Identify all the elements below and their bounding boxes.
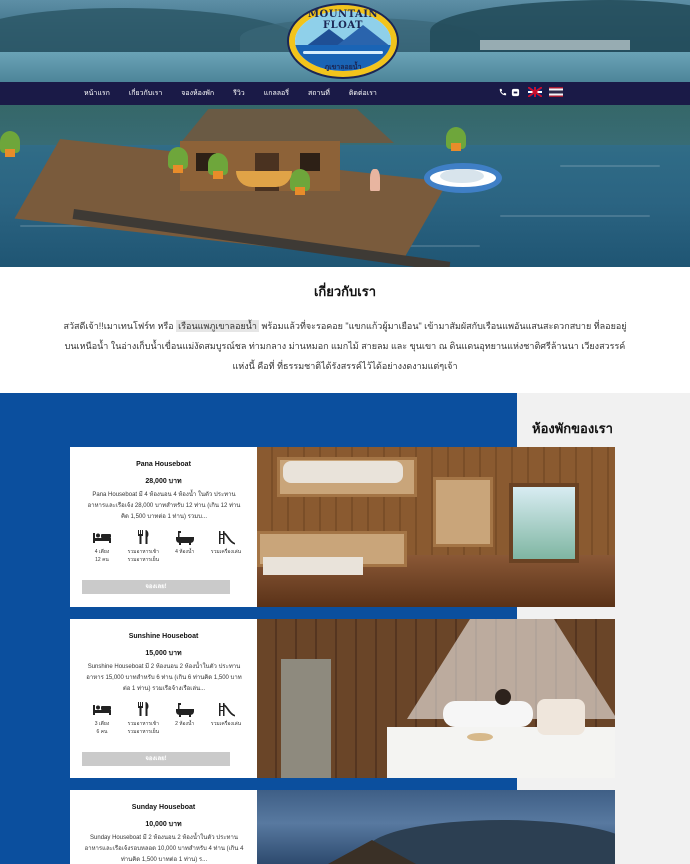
book-now-button[interactable]: จองเลย! xyxy=(82,752,230,766)
amenity-label: 12 คน xyxy=(95,557,109,563)
nav-links xyxy=(84,82,396,105)
utensils-icon xyxy=(133,529,153,545)
nav-link-gallery[interactable]: แกลลอรี่ xyxy=(263,90,290,97)
thai-flag-icon[interactable] xyxy=(549,87,563,97)
bed-icon xyxy=(92,529,112,545)
nav-link-reviews[interactable]: รีวิว xyxy=(233,90,245,97)
bathtub-icon xyxy=(175,529,195,545)
amenity-label: รวมอาหารเช้า xyxy=(127,721,159,727)
room-amenities xyxy=(82,701,246,736)
about-title: เกี่ยวกับเรา xyxy=(313,284,377,299)
room-photo-bunk[interactable] xyxy=(257,447,615,607)
room-description: Sunshine Houseboat มี 2 ห้องนอน 2 ห้องน้ำในตัว ประทานอาหาร 15,000 บาทสำหรับ 6 ท่าน (เกิน 6 ท่านคิด 1,500 บาทต่อ 1 ท่าน) รวมเรือจ้างเรือเล่น... xyxy=(86,664,242,692)
amenity-label: 4 เตียง xyxy=(94,549,110,555)
amenity-label: รวมเครื่องเล่น xyxy=(210,721,242,727)
room-name: Sunshine Houseboat xyxy=(128,633,199,640)
amenity-beds xyxy=(82,529,122,564)
amenity-label: รวมเครื่องเล่น xyxy=(210,549,242,555)
room-description: Sunday Houseboat มี 2 ห้องนอน 2 ห้องน้ำในตัว ประทานอาหารและเรือเจ้งรอบหลอด 10,000 บาทสำหรับ 4 ท่าน (เกิน 4 ท่านคิด 1,500 บาทต่อ 1 ท่าน) ร... xyxy=(84,835,244,863)
amenity-activities xyxy=(206,701,246,736)
nav-link-booking[interactable]: จองห้องพัก xyxy=(181,90,215,97)
room-price: 15,000 บาท xyxy=(145,650,182,657)
book-now-button[interactable]: จองเลย! xyxy=(82,580,230,594)
amenity-label: 4 ห้องน้ำ xyxy=(175,549,195,555)
line-icon[interactable] xyxy=(511,88,520,97)
hammock xyxy=(236,171,292,187)
room-photo-bedroom[interactable] xyxy=(257,619,615,778)
nav-link-about[interactable]: เกี่ยวกับเรา xyxy=(128,90,163,97)
room-name: Pana Houseboat xyxy=(136,461,191,468)
amenity-activities xyxy=(206,529,246,564)
amenity-label: 2 ห้องน้ำ xyxy=(175,721,195,727)
room-card xyxy=(70,790,257,864)
logo-subtext: ภูเขาลอยน้ำ xyxy=(324,64,362,71)
room-photo-landscape[interactable] xyxy=(257,790,615,864)
person-sitting xyxy=(370,169,380,191)
nav-link-home[interactable]: หน้าแรก xyxy=(84,90,110,97)
shoreline xyxy=(480,40,630,50)
site-logo[interactable] xyxy=(287,3,399,79)
hero-image xyxy=(0,105,690,267)
amenity-meals xyxy=(123,529,163,564)
room-description: Pana Houseboat มี 4 ห้องนอน 4 ห้องน้ำ ในตัว ประทานอาหารและเรือเจ้ง 28,000 บาทสำหรับ 12 ท่าน (เกิน 12 ท่านคิด 1,500 บาทต่อ 1 ท่าน) รวมบ... xyxy=(87,492,241,520)
about-body: พร้อมแล้วที่จะรอคอย "แขกแก้วผู้มาเยือน" เข้ามาสัมผัสกับเรือนแพอันแสนสะดวกสบาย ที่ลอยอยู่บนเหนือน้ำ ในอ่างเก็บน้ำเขื่อนแม่งัดสมบูรณ์ชล ท่ามกลาง ม่านหมอก แมกไม้ สายลม และ ขุนเขา ณ ดินแดนอุทยานแห่งชาติศรีล้านนา เวียงสวรรค์แห่งนี้ คือที่ ที่ธรรมชาติได้รังสรรค์ไว้ได้อย่างงดงามแต่ๆเจ้า xyxy=(64,321,627,371)
amenity-bathrooms xyxy=(165,529,205,564)
bathtub-icon xyxy=(175,701,195,717)
rooms-heading: ห้องพักของเรา xyxy=(532,421,613,436)
amenity-label: รวมอาหารเย็น xyxy=(127,557,160,563)
about-intro: สวัสดีเจ้า!!เมาเทนโฟร์ท หรือ xyxy=(63,321,177,331)
amenity-meals xyxy=(123,701,163,736)
room-card xyxy=(70,619,257,778)
amenity-label: รวมอาหารเย็น xyxy=(127,729,160,735)
main-nav xyxy=(0,82,690,105)
room-name: Sunday Houseboat xyxy=(131,804,196,811)
utensils-icon xyxy=(133,701,153,717)
room-card xyxy=(70,447,257,607)
uk-flag-icon[interactable] xyxy=(528,87,542,97)
amenity-label: รวมอาหารเช้า xyxy=(127,549,159,555)
nav-link-location[interactable]: สถานที่ xyxy=(308,90,330,97)
bed-icon xyxy=(92,701,112,717)
amenity-bathrooms xyxy=(165,701,205,736)
phone-icon[interactable] xyxy=(498,88,507,97)
about-highlight: เรือนแพภูเขาลอยน้ำ xyxy=(178,321,257,331)
logo-text: MOUNTAIN FLOAT xyxy=(307,9,379,31)
nav-link-contact[interactable]: ติดต่อเรา xyxy=(348,90,377,97)
amenity-label: 3 เตียง xyxy=(94,721,110,727)
room-price: 10,000 บาท xyxy=(145,821,182,828)
amenity-label: 6 คน xyxy=(96,729,108,735)
nav-tools xyxy=(498,87,563,97)
slide-icon xyxy=(216,529,236,545)
amenity-beds xyxy=(82,701,122,736)
slide-icon xyxy=(216,701,236,717)
room-amenities xyxy=(82,529,246,564)
room-price: 28,000 บาท xyxy=(145,478,182,485)
about-text xyxy=(60,316,630,376)
